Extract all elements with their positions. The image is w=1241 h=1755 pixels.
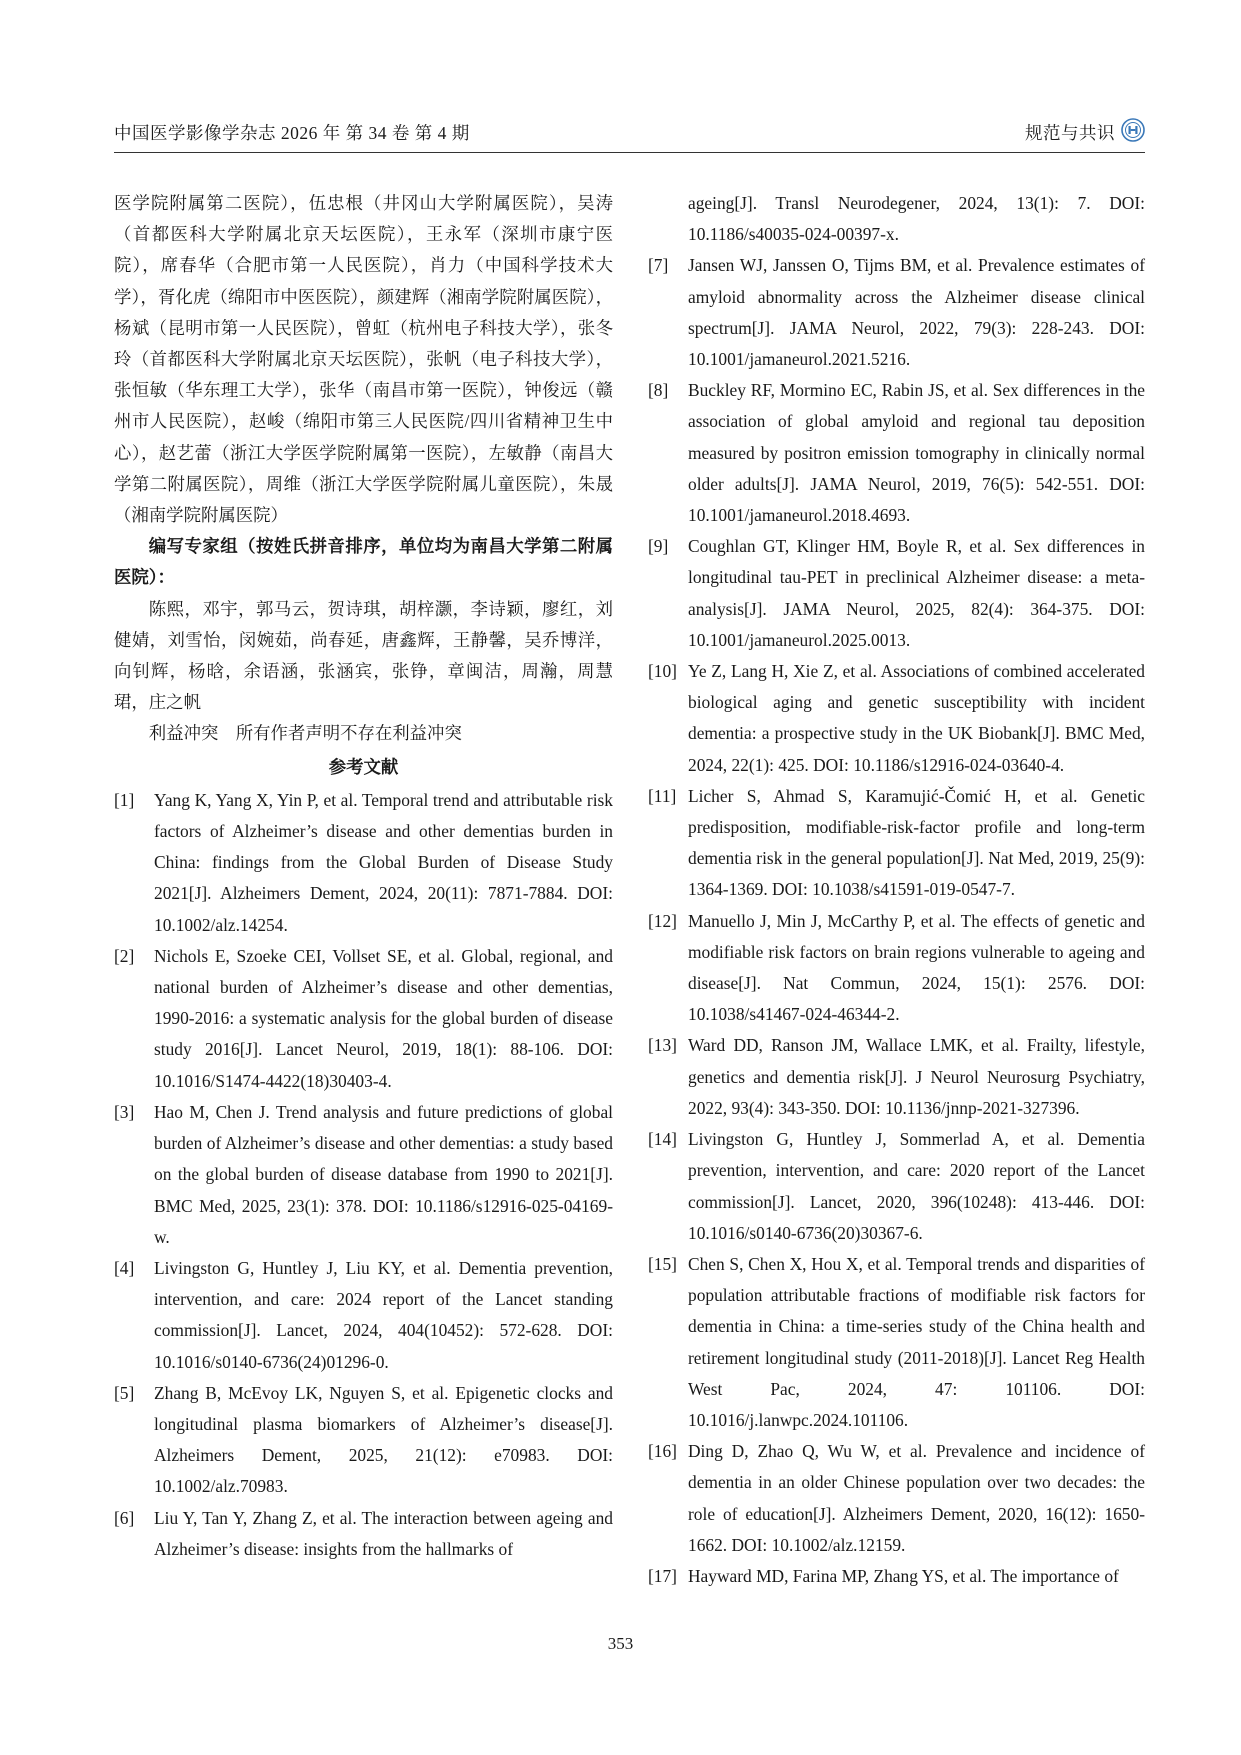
- left-column: [114, 188, 613, 1565]
- journal-info: 中国医学影像学杂志 2026 年 第 34 卷 第 4 期: [114, 123, 470, 143]
- reference-item: [648, 906, 1145, 1031]
- reference-text: Buckley RF, Mormino EC, Rabin JS, et al. Sex differences in the association of global amyloid and regional tau deposition measured by positron emission tomography in clinically normal older adults[J]. JAMA Neurol, 2019, 76(5): 542-551. DOI: 10.1001/jamaneurol.2018.4693.: [688, 380, 1145, 526]
- reference-text: Livingston G, Huntley J, Sommerlad A, et al. Dementia prevention, intervention, and care: 2020 report of the Lancet commission[J]. Lancet, 2020, 396(10248): 413-446. DOI: 10.1016/s0140-6736(20)30367-6.: [688, 1129, 1145, 1243]
- reference-item: [648, 1030, 1145, 1124]
- reference-item: [648, 656, 1145, 781]
- reference-number: [14]: [648, 1129, 677, 1150]
- reference-text: Ye Z, Lang H, Xie Z, et al. Associations of combined accelerated biological aging and genetic susceptibility with incident dementia: a prospective study in the UK Biobank[J]. BMC Med, 2024, 22(1): 425. DOI: 10.1186/s12916-024-03640-4.: [688, 661, 1145, 775]
- reference-text: Nichols E, Szoeke CEI, Vollset SE, et al. Global, regional, and national burden of Alzheimer’s disease and other dementias, 1990-2016: a systematic analysis for the global burden of disease study 2016[J]. Lancet Neurol, 2019, 18(1): 88-106. DOI: 10.1016/S1474-4422(18)30403-4.: [154, 945, 613, 1091]
- reference-number: [8]: [648, 380, 669, 401]
- reference-item: [114, 785, 613, 941]
- reference-item: [648, 250, 1145, 375]
- reference-item: [648, 1124, 1145, 1249]
- reference-number: [5]: [114, 1382, 135, 1403]
- authors-list: 医学院附属第二医院），伍忠根（井冈山大学附属医院），吴涛（首都医科大学附属北京天坛医院），王永军（深圳市康宁医院），席春华（合肥市第一人民医院），肖力（中国科学技术大学），胥化虎（绵阳市中医医院），颜建辉（湘南学院附属医院），杨斌（昆明市第一人民医院），曾虹（杭州电子科技大学），张冬玲（首都医科大学附属北京天坛医院），张帆（电子科技大学），张恒敏（华东理工大学），张华（南昌市第一医院），钟俊远（赣州市人民医院），赵峻（绵阳市第三人民医院/四川省精神卫生中心），赵艺蕾（浙江大学医学院附属第一医院），左敏静（南昌大学第二附属医院），周维（浙江大学医学院附属儿童医院），朱晟（湘南学院附属医院）: [114, 193, 613, 526]
- reference-number: [7]: [648, 255, 669, 276]
- reference-number: [4]: [114, 1257, 135, 1278]
- reference-text: Manuello J, Min J, McCarthy P, et al. The effects of genetic and modifiable risk factors on brain regions vulnerable to ageing and disease[J]. Nat Commun, 2024, 15(1): 2576. DOI: 10.1038/s41467-024-46344-2.: [688, 910, 1145, 1025]
- reference-text: Jansen WJ, Janssen O, Tijms BM, et al. Prevalence estimates of amyloid abnormality across the Alzheimer disease clinical spectrum[J]. JAMA Neurol, 2022, 79(3): 228-243. DOI: 10.1001/jamaneurol.2021.5216.: [688, 255, 1145, 370]
- expert-group-names: 陈熙，邓宇，郭马云，贺诗琪，胡梓灏，李诗颖，廖红，刘健婧，刘雪怡，闵婉茹，尚春延，唐鑫辉，王静馨，吴乔博洋，向钊辉，杨晗，余语涵，张涵宾，张铮，章闽洁，周瀚，周慧珺，庄之帆: [114, 598, 613, 713]
- reference-text: Ward DD, Ranson JM, Wallace LMK, et al. Frailty, lifestyle, genetics and dementia risk[J]. J Neurol Neurosurg Psychiatry, 2022, 93(4): 343-350. DOI: 10.1136/jnnp-2021-327396.: [688, 1035, 1145, 1118]
- reference-item: [648, 1436, 1145, 1561]
- reference-item: [648, 1561, 1145, 1592]
- section-name: 规范与共识: [1025, 123, 1115, 143]
- reference-number: [6]: [114, 1507, 135, 1528]
- page-number: 353: [607, 1634, 634, 1653]
- reference-text: Hayward MD, Farina MP, Zhang YS, et al. The importance of: [688, 1565, 1119, 1586]
- reference-text: Zhang B, McEvoy LK, Nguyen S, et al. Epigenetic clocks and longitudinal plasma biomarkers of Alzheimer’s disease[J]. Alzheimers Dement, 2025, 21(12): e70983. DOI: 10.1002/alz.70983.: [154, 1382, 613, 1497]
- references-title: 参考文献: [328, 756, 399, 777]
- right-column: [648, 188, 1145, 1592]
- reference-number: [17]: [648, 1565, 677, 1586]
- reference-text: Chen S, Chen X, Hou X, et al. Temporal trends and disparities of population attributable fractions of modifiable risk factors for dementia in China: a time-series study of the China health and retirement longitudinal study (2011-2018)[J]. Lancet Reg Health West Pac, 2024, 47: 101106. DOI: 10.1016/j.lanwpc.2024.101106.: [688, 1253, 1145, 1430]
- reference-text: Licher S, Ahmad S, Karamujić-Čomić H, et al. Genetic predisposition, modifiable-risk-factor profile and long-term dementia risk in the general population[J]. Nat Med, 2019, 25(9): 1364-1369. DOI: 10.1038/s41591-019-0547-7.: [688, 785, 1145, 900]
- reference-number: [9]: [648, 536, 669, 557]
- reference-number: [13]: [648, 1035, 677, 1056]
- expert-group-heading: 编写专家组（按姓氏拼音排序，单位均为南昌大学第二附属医院）：: [114, 536, 613, 588]
- running-header: [114, 118, 1145, 150]
- reference-item: [114, 1503, 613, 1565]
- reference-number: [11]: [648, 785, 677, 806]
- reference-number: [15]: [648, 1253, 677, 1274]
- reference-item: [648, 1249, 1145, 1436]
- header-rule: [114, 152, 1145, 153]
- journal-logo-icon: [1121, 118, 1145, 142]
- reference-item: [648, 375, 1145, 531]
- reference-text: Yang K, Yang X, Yin P, et al. Temporal trend and attributable risk factors of Alzheimer’s disease and other dementias burden in China: findings from the Global Burden of Disease Study 2021[J]. Alzheimers Dement, 2024, 20(11): 7871-7884. DOI: 10.1002/alz.14254.: [154, 789, 613, 935]
- reference-number: [16]: [648, 1441, 677, 1462]
- reference-number: [2]: [114, 945, 135, 966]
- reference-number: [1]: [114, 789, 135, 810]
- reference-text: Liu Y, Tan Y, Zhang Z, et al. The interaction between ageing and Alzheimer’s disease: insights from the hallmarks of: [154, 1507, 613, 1559]
- reference-text: Livingston G, Huntley J, Liu KY, et al. Dementia prevention, intervention, and care: 2024 report of the Lancet standing commission[J]. Lancet, 2024, 404(10452): 572-628. DOI: 10.1016/s0140-6736(24)01296-0.: [154, 1257, 613, 1372]
- reference-text: Coughlan GT, Klinger HM, Boyle R, et al. Sex differences in longitudinal tau-PET in preclinical Alzheimer disease: a meta-analysis[J]. JAMA Neurol, 2025, 82(4): 364-375. DOI: 10.1001/jamaneurol.2025.0013.: [688, 536, 1145, 650]
- reference-item: [648, 781, 1145, 906]
- reference-text: Ding D, Zhao Q, Wu W, et al. Prevalence and incidence of dementia in an older Chinese population over two decades: the role of education[J]. Alzheimers Dement, 2020, 16(12): 1650-1662. DOI: 10.1002/alz.12159.: [688, 1441, 1145, 1555]
- reference-item: [114, 1378, 613, 1503]
- reference-number: [10]: [648, 661, 677, 682]
- reference-item: [648, 531, 1145, 656]
- reference-continuation: ageing[J]. Transl Neurodegener, 2024, 13(1): 7. DOI: 10.1186/s40035-024-00397-x.: [688, 193, 1145, 245]
- reference-number: [3]: [114, 1101, 135, 1122]
- conflict-statement: 利益冲突 所有作者声明不存在利益冲突: [148, 723, 462, 744]
- reference-item: [114, 941, 613, 1097]
- reference-item: [114, 1097, 613, 1253]
- reference-text: Hao M, Chen J. Trend analysis and future predictions of global burden of Alzheimer’s disease and other dementias: a study based on the global burden of disease database from 1990 to 2021[J]. BMC Med, 2025, 23(1): 378. DOI: 10.1186/s12916-025-04169-w.: [154, 1101, 613, 1247]
- reference-item: [114, 1253, 613, 1378]
- reference-number: [12]: [648, 910, 677, 931]
